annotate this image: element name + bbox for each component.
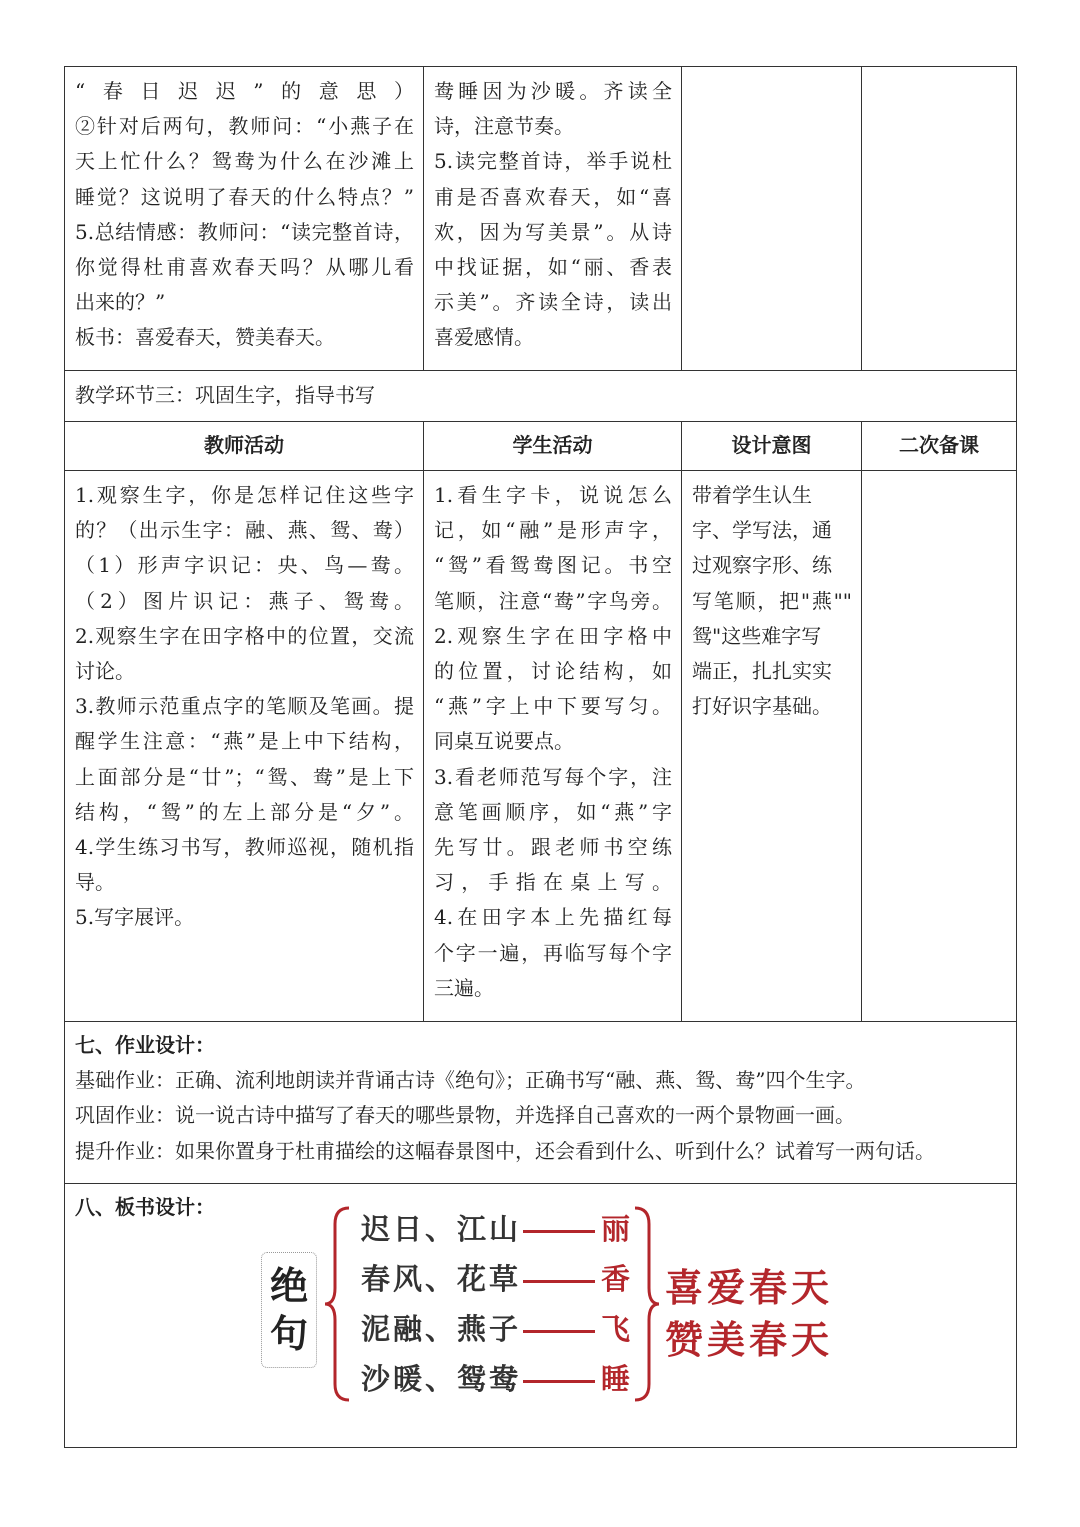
text-line: 板书：喜爱春天，赞美春天。 (75, 325, 335, 350)
top-teacher-cell (65, 67, 424, 371)
lesson-plan-table (64, 66, 1017, 1448)
text-line: 意笔画顺序，如“燕”字 (434, 799, 672, 824)
text-line: 先写廿。跟老师书空练 (434, 835, 672, 860)
text-line: “春日迟迟”的意思） (75, 79, 414, 103)
homework-title: 七、作业设计： (75, 1033, 215, 1057)
top-student-cell (424, 67, 682, 371)
text-line: （2）图片识记：燕子、鸳鸯。 (75, 588, 414, 613)
text-line: 鸯睡因为沙暖。齐读全 (434, 79, 672, 103)
header-second-prep: 二次备课 (862, 422, 1017, 471)
dash-line (523, 1380, 595, 1383)
text-line: 习，手指在桌上写。 (434, 870, 672, 895)
text-line: “鸳”看鸳鸯图记。书空 (434, 553, 672, 578)
homework-line-advance: 提升作业：如果你置身于杜甫描绘的这幅春景图中，还会看到什么、听到什么？试着写一两句话。 (75, 1138, 935, 1163)
board-line (361, 1304, 633, 1354)
text-line: 个字一遍，再临写每个字 (434, 940, 672, 965)
poem-title-box (261, 1252, 317, 1368)
section3-teacher-cell (65, 471, 424, 1022)
top-design-cell (682, 67, 862, 371)
poem-title-char: 句 (269, 1311, 308, 1356)
text-line: 5.写字展评。 (75, 905, 195, 930)
text-line: 你觉得杜甫喜欢春天吗？从哪儿看 (75, 255, 414, 280)
text-line: 1.看生字卡，说说怎么 (434, 483, 672, 507)
homework-cell (65, 1022, 1017, 1184)
text-line: （1）形声字识记：央、鸟—鸯。 (75, 553, 414, 578)
board-keyword: 睡 (601, 1362, 634, 1396)
board-words: 泥融、燕子 (361, 1312, 522, 1346)
dash-line (523, 1230, 595, 1233)
text-line: 导。 (75, 870, 115, 895)
dash-line (523, 1280, 595, 1283)
text-line: 结构，“鸳”的左上部分是“夕”。 (75, 799, 414, 824)
text-line: ②针对后两句，教师问：“小燕子在 (75, 114, 414, 139)
text-line: 示美”。齐读全诗，读出 (434, 290, 672, 315)
board-lines (361, 1204, 633, 1404)
text-line: 1.观察生字，你是怎样记住这些字 (75, 483, 414, 507)
board-summary (665, 1262, 833, 1366)
section3-content-row (65, 471, 1017, 1022)
header-design-intent: 设计意图 (682, 422, 862, 471)
text-line: 三遍。 (434, 975, 494, 1000)
text-line: 4.学生练习书写，教师巡视，随机指 (75, 835, 414, 860)
text-line: 写笔顺，把"燕"" (692, 588, 852, 613)
dash-line (523, 1330, 595, 1333)
section3-design-cell (682, 471, 862, 1022)
summary-line: 赞美春天 (665, 1317, 834, 1362)
text-line: 诗，注意节奏。 (434, 114, 574, 139)
board-line (361, 1204, 633, 1254)
board-keyword: 丽 (601, 1212, 634, 1246)
board-cell (65, 1184, 1017, 1448)
text-line: 5.读完整首诗，举手说杜 (434, 149, 672, 174)
text-line: 笔顺，注意“鸯”字鸟旁。 (434, 588, 672, 613)
text-line: 睡觉？这说明了春天的什么特点？” (75, 184, 414, 209)
summary-line: 喜爱春天 (665, 1265, 834, 1310)
right-brace-icon (633, 1206, 661, 1402)
text-line: 的？（出示生字：融、燕、鸳、鸯） (75, 518, 414, 543)
text-line: 上面部分是“廿”；“鸳、鸯”是上下 (75, 764, 414, 789)
text-line: 带着学生认生 (692, 483, 812, 507)
text-line: 端正，扎扎实实 (692, 659, 832, 684)
text-line: 3.看老师范写每个字，注 (434, 764, 672, 789)
text-line: 5.总结情感：教师问：“读完整首诗， (75, 219, 414, 244)
board-words: 迟日、江山 (361, 1212, 522, 1246)
text-line: 鸳"这些难字写 (692, 623, 822, 648)
text-line: 同桌互说要点。 (434, 729, 574, 754)
text-line: 3.教师示范重点字的笔顺及笔画。提 (75, 694, 414, 719)
text-line: 欢，因为写美景”。从诗 (434, 219, 672, 244)
section3-title: 教学环节三：巩固生字，指导书写 (65, 371, 1017, 422)
board-title: 八、板书设计： (75, 1195, 215, 1219)
text-line: 中找证据，如“丽、香表 (434, 255, 672, 280)
poem-title-char: 绝 (269, 1263, 308, 1308)
board-words: 春风、花草 (361, 1262, 522, 1296)
text-line: 过观察字形、练 (692, 553, 832, 578)
top-continuation-row (65, 67, 1017, 371)
top-second-cell (862, 67, 1017, 371)
board-line (361, 1254, 633, 1304)
text-line: 喜爱感情。 (434, 325, 534, 350)
header-student-activity: 学生活动 (424, 422, 682, 471)
text-line: 出来的？” (75, 290, 166, 315)
text-line: 讨论。 (75, 659, 135, 684)
text-line: 2.观察生字在田字格中 (434, 623, 672, 648)
text-line: 打好识字基础。 (692, 694, 832, 719)
board-design (75, 1190, 1006, 1416)
homework-line-basic: 基础作业：正确、流利地朗读并背诵古诗《绝句》；正确书写“融、燕、鸳、鸯”四个生字。 (75, 1068, 866, 1093)
text-line: 4.在田字本上先描红每 (434, 905, 672, 930)
text-line: 2.观察生字在田字格中的位置，交流 (75, 623, 414, 648)
section3-student-cell (424, 471, 682, 1022)
board-row (65, 1184, 1017, 1448)
board-line (361, 1354, 633, 1404)
board-keyword: 飞 (601, 1312, 634, 1346)
homework-line-consolidate: 巩固作业：说一说古诗中描写了春天的哪些景物，并选择自己喜欢的一两个景物画一画。 (75, 1103, 855, 1128)
board-keyword: 香 (601, 1262, 634, 1296)
text-line: 天上忙什么？鸳鸯为什么在沙滩上 (75, 149, 414, 174)
text-line: 字、学写法，通 (692, 518, 832, 543)
column-header-row (65, 422, 1017, 471)
text-line: 记，如“融”是形声字， (434, 518, 672, 543)
text-line: 醒学生注意：“燕”是上中下结构， (75, 729, 414, 754)
left-brace-icon (323, 1206, 353, 1402)
section3-second-cell (862, 471, 1017, 1022)
text-line: “燕”字上中下要写匀。 (434, 694, 672, 719)
text-line: 的位置，讨论结构，如 (434, 659, 672, 684)
homework-row (65, 1022, 1017, 1184)
header-teacher-activity: 教师活动 (65, 422, 424, 471)
board-words: 沙暖、鸳鸯 (361, 1362, 522, 1396)
text-line: 甫是否喜欢春天，如“喜 (434, 184, 672, 209)
section3-title-row (65, 371, 1017, 422)
